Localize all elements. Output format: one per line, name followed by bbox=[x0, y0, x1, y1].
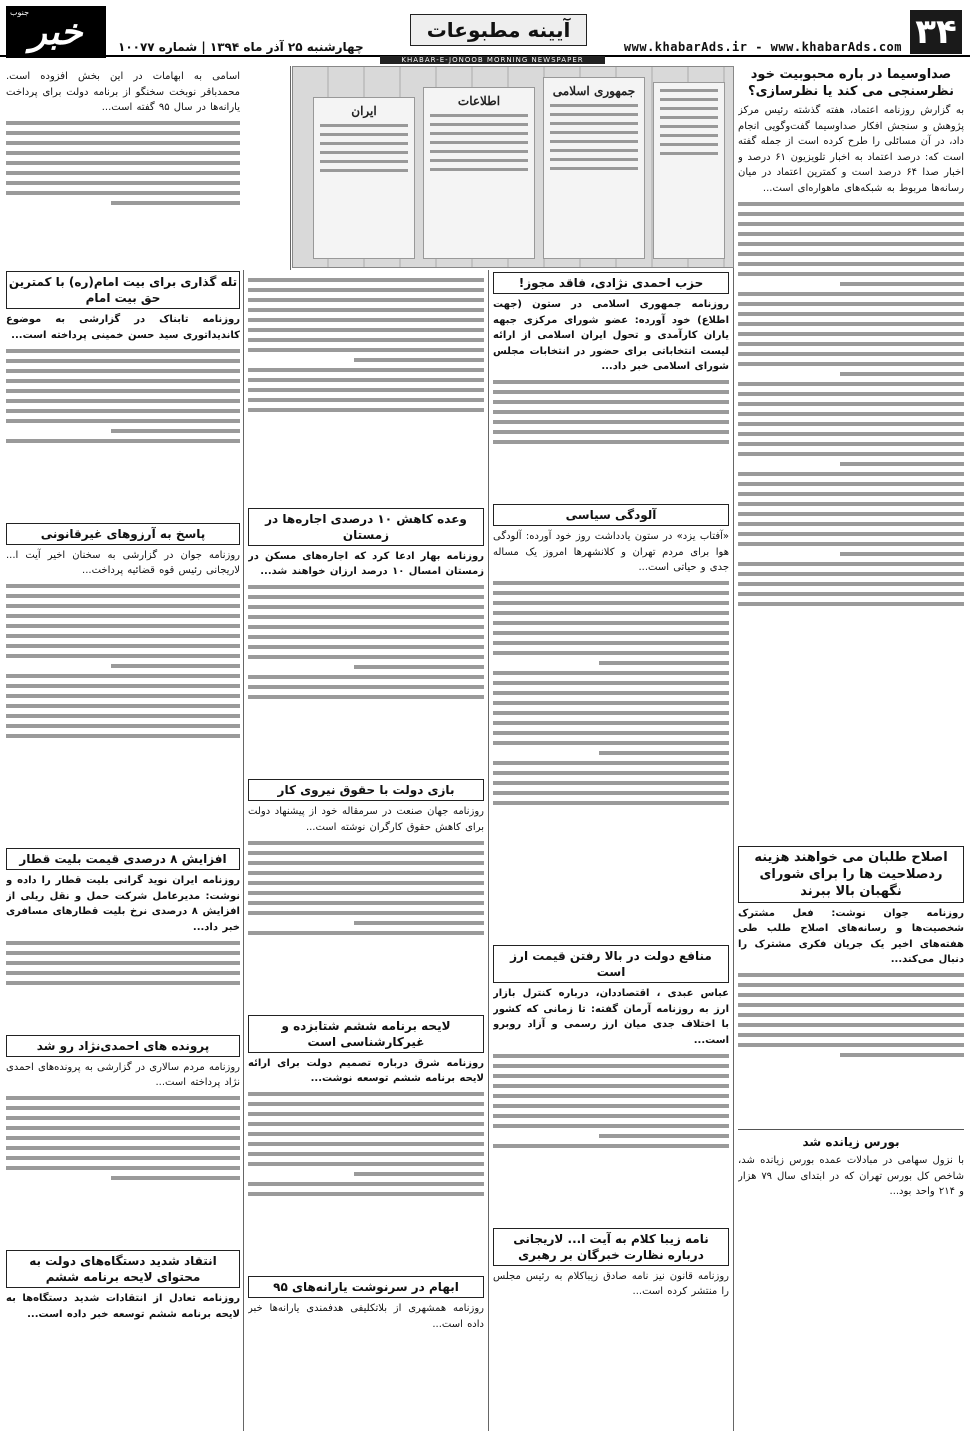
text-line bbox=[599, 751, 729, 755]
text-line bbox=[248, 328, 484, 332]
text-line bbox=[493, 1084, 729, 1088]
text-line bbox=[248, 841, 484, 845]
text-line bbox=[6, 634, 240, 638]
text-line bbox=[6, 399, 240, 403]
text-line bbox=[6, 644, 240, 648]
newspaper-image bbox=[543, 77, 645, 259]
text-line bbox=[6, 961, 240, 965]
article-title: وعده کاهش ۱۰ درصدی اجاره‌ها در زمستان bbox=[248, 508, 484, 546]
page-header bbox=[0, 0, 970, 62]
text-line bbox=[354, 665, 484, 669]
text-line bbox=[248, 695, 484, 699]
text-line bbox=[493, 611, 729, 615]
newspaper-masthead: ایران bbox=[351, 104, 377, 118]
text-line bbox=[354, 1172, 484, 1176]
text-line bbox=[493, 641, 729, 645]
text-line bbox=[248, 881, 484, 885]
article-title: ابهام در سرنوشت یارانه‌های ۹۵ bbox=[248, 1276, 484, 1298]
text-line bbox=[493, 791, 729, 795]
logo-sub: جنوب bbox=[10, 8, 30, 17]
text-line bbox=[248, 408, 484, 412]
article-body: روزنامه جمهوری اسلامی در ستون (جهت اطلاع) خود آورده: عضو شورای مرکزی جبهه یاران کارآمدی و تحول ایران اسلامی از ارائه لیست انتخاباتی برای حضور در انتخابات مجلس شورای اسلامی خبر داد... bbox=[493, 299, 729, 372]
text-line bbox=[738, 502, 964, 506]
text-line bbox=[840, 282, 964, 286]
column-3 bbox=[248, 272, 484, 1430]
text-line bbox=[248, 605, 484, 609]
text-line bbox=[111, 201, 240, 205]
text-line bbox=[738, 402, 964, 406]
text-line bbox=[738, 252, 964, 256]
text-line bbox=[493, 1074, 729, 1078]
text-line bbox=[248, 635, 484, 639]
article-body: روزنامه جهان صنعت در سرمقاله خود از پیشنهاد دولت برای کاهش حقوق کارگران نوشته است... bbox=[248, 806, 484, 833]
article-body-filler bbox=[738, 973, 964, 1123]
article-body: روزنامه شرق درباره تصمیم دولت برای ارائه لایحه برنامه ششم توسعه نوشت... bbox=[248, 1057, 484, 1084]
section-title: آیینه مطبوعات bbox=[410, 14, 587, 46]
newspapers-photo bbox=[292, 66, 734, 268]
text-line bbox=[493, 1104, 729, 1108]
text-line bbox=[6, 594, 240, 598]
text-line bbox=[111, 664, 240, 668]
text-line bbox=[738, 302, 964, 306]
text-line bbox=[6, 1146, 240, 1150]
article-title: بازی دولت با حقوق نیروی کار bbox=[248, 779, 484, 801]
newspaper-logo bbox=[6, 6, 106, 58]
text-line bbox=[6, 349, 240, 353]
text-line bbox=[738, 322, 964, 326]
column-divider bbox=[488, 270, 489, 1431]
text-line bbox=[493, 581, 729, 585]
text-line bbox=[248, 318, 484, 322]
text-line bbox=[738, 562, 964, 566]
text-line bbox=[6, 981, 240, 985]
text-line bbox=[248, 851, 484, 855]
text-line bbox=[248, 388, 484, 392]
text-line bbox=[738, 242, 964, 246]
text-line bbox=[248, 891, 484, 895]
text-line bbox=[738, 582, 964, 586]
text-line bbox=[738, 262, 964, 266]
text-line bbox=[6, 1136, 240, 1140]
text-line bbox=[738, 442, 964, 446]
text-line bbox=[738, 592, 964, 596]
column-1 bbox=[738, 66, 964, 1432]
text-line bbox=[6, 654, 240, 658]
article-body-filler bbox=[6, 349, 240, 519]
text-line bbox=[738, 292, 964, 296]
text-line bbox=[738, 342, 964, 346]
text-line bbox=[6, 1156, 240, 1160]
column-divider bbox=[290, 66, 291, 270]
text-line bbox=[493, 781, 729, 785]
text-line bbox=[738, 452, 964, 456]
text-line bbox=[6, 191, 240, 195]
text-line bbox=[738, 212, 964, 216]
text-line bbox=[738, 1013, 964, 1017]
text-line bbox=[248, 1182, 484, 1186]
article-body: روزنامه جوان در گزارشی به سخنان اخیر آیت ا... لاریجانی رئیس قوه قضائیه پرداخت... bbox=[6, 549, 240, 576]
article-title: اصلاح طلبان می خواهند هزینه ردصلاحیت ها را برای شورای نگهبان بالا ببرند bbox=[754, 849, 948, 899]
article-body-filler bbox=[738, 202, 964, 842]
text-line bbox=[493, 701, 729, 705]
text-line bbox=[738, 973, 964, 977]
text-line bbox=[6, 614, 240, 618]
article-body: روزنامه تابناک در گزارشی به موضوع کاندیداتوری سید حسن خمینی پرداخته است... bbox=[6, 314, 240, 341]
text-line bbox=[6, 951, 240, 955]
text-line bbox=[738, 1003, 964, 1007]
text-line bbox=[6, 181, 240, 185]
text-line bbox=[6, 604, 240, 608]
text-line bbox=[738, 532, 964, 536]
text-line bbox=[248, 308, 484, 312]
text-line bbox=[354, 921, 484, 925]
text-line bbox=[493, 420, 729, 424]
text-line bbox=[738, 482, 964, 486]
site-url[interactable]: www.khabarAds.ir - www.khabarAds.com bbox=[623, 40, 902, 54]
text-line bbox=[248, 1112, 484, 1116]
text-line bbox=[6, 359, 240, 363]
article-body-filler bbox=[6, 584, 240, 844]
text-line bbox=[493, 691, 729, 695]
article-body-filler bbox=[493, 581, 729, 941]
text-line bbox=[6, 941, 240, 945]
article-body-filler bbox=[248, 278, 484, 508]
column-divider bbox=[733, 66, 734, 1431]
text-line bbox=[6, 419, 240, 423]
text-line bbox=[738, 272, 964, 276]
text-line bbox=[248, 871, 484, 875]
article-title: انتقاد شدید دستگاه‌های دولت به محتوای لایحه برنامه ششم bbox=[6, 1250, 240, 1288]
text-line bbox=[6, 389, 240, 393]
text-line bbox=[248, 398, 484, 402]
text-line bbox=[738, 1033, 964, 1037]
text-line bbox=[493, 1094, 729, 1098]
article-body-filler bbox=[248, 585, 484, 775]
text-line bbox=[738, 542, 964, 546]
text-line bbox=[248, 288, 484, 292]
article-title-box bbox=[738, 846, 964, 903]
text-line bbox=[493, 430, 729, 434]
text-line bbox=[6, 1116, 240, 1120]
text-line bbox=[738, 492, 964, 496]
text-line bbox=[354, 358, 484, 362]
text-line bbox=[6, 369, 240, 373]
logo-text: خبر bbox=[29, 11, 83, 53]
text-line bbox=[6, 121, 240, 125]
text-line bbox=[248, 685, 484, 689]
text-line bbox=[738, 312, 964, 316]
text-line bbox=[493, 771, 729, 775]
text-line bbox=[111, 1176, 240, 1180]
text-line bbox=[840, 462, 964, 466]
text-line bbox=[6, 1096, 240, 1100]
article-title: آلودگی سیاسی bbox=[493, 504, 729, 526]
text-line bbox=[248, 655, 484, 659]
article-body: به گزارش روزنامه اعتماد، هفته گذشته رئیس مرکز پژوهش و سنجش افکار صداوسیما گفت‌وگویی انجام داد، در آن مسائلی را طرح کرده است از جمله گفته است که: درصد اعتماد به اخبار تلویزیون ۶۱ درصد و اخبار صدا ۶۴ درصد است و کمترین اعتماد در میان رسانه‌ها مربوط به شبکه‌های ماهواره‌ای است... bbox=[738, 105, 964, 194]
text-line bbox=[493, 1114, 729, 1118]
newspaper-image bbox=[653, 82, 725, 259]
article-title: پاسخ به آرزوهای غیرقانونی bbox=[6, 523, 240, 545]
text-line bbox=[6, 1106, 240, 1110]
text-line bbox=[248, 1142, 484, 1146]
text-line bbox=[493, 601, 729, 605]
article-title: بورس زیانده شد bbox=[738, 1129, 964, 1150]
text-line bbox=[738, 472, 964, 476]
text-line bbox=[248, 901, 484, 905]
text-line bbox=[840, 1053, 964, 1057]
text-line bbox=[493, 741, 729, 745]
text-line bbox=[248, 615, 484, 619]
text-line bbox=[493, 591, 729, 595]
text-line bbox=[738, 432, 964, 436]
article-body: با نزول سهامی در مبادلات عمده بورس زیانده شد، شاخص کل بورس تهران که در ابتدای سال ۷۹ هزار و ۲۱۴ واحد بود... bbox=[738, 1155, 964, 1197]
text-line bbox=[493, 400, 729, 404]
text-line bbox=[248, 645, 484, 649]
article-title: صداوسیما در باره محبوبیت خود نظرسنجی می کند یا نظرسازی؟ bbox=[748, 67, 954, 99]
text-line bbox=[248, 861, 484, 865]
header-strip: KHABAR-E-JONOOB MORNING NEWSPAPER bbox=[380, 56, 605, 64]
text-line bbox=[493, 731, 729, 735]
text-line bbox=[6, 714, 240, 718]
text-line bbox=[738, 392, 964, 396]
text-line bbox=[493, 651, 729, 655]
article-body: روزنامه بهار ادعا کرد که اجاره‌های مسکن در زمستان امسال ۱۰ درصد ارزان خواهند شد... bbox=[248, 550, 484, 577]
newspaper-masthead: اطلاعات bbox=[457, 94, 501, 108]
text-line bbox=[248, 625, 484, 629]
text-line bbox=[493, 1124, 729, 1128]
column-4 bbox=[6, 66, 240, 1432]
article-title: تله گذاری برای بیت امام(ره) با کمترین حق بیت امام bbox=[6, 271, 240, 309]
article-body: روزنامه مردم سالاری در گزارشی به پرونده‌های احمدی نژاد پرداخته است... bbox=[6, 1061, 240, 1088]
text-line bbox=[493, 621, 729, 625]
text-line bbox=[6, 151, 240, 155]
text-line bbox=[6, 971, 240, 975]
article-body: اسامی به ابهامات در این بخش افزوده است. محمدباقر نوبخت سخنگو از برنامه دولت برای پرداخت یارانه‌ها در سال ۹۵ گفته است... bbox=[6, 71, 240, 113]
text-line bbox=[738, 512, 964, 516]
text-line bbox=[738, 993, 964, 997]
text-line bbox=[248, 278, 484, 282]
text-line bbox=[738, 422, 964, 426]
text-line bbox=[738, 572, 964, 576]
text-line bbox=[6, 684, 240, 688]
newspaper-image bbox=[313, 97, 415, 259]
text-line bbox=[493, 380, 729, 384]
article-body-filler bbox=[6, 1096, 240, 1246]
article-body: عباس عبدی ، اقتصاددان، درباره کنترل بازار ارز به روزنامه آرمان گفته: تا زمانی که کشور با اختلاف جدی میان ارز رسمی و آزاد روبرو است... bbox=[493, 988, 729, 1046]
text-line bbox=[6, 1126, 240, 1130]
article-title: حزب احمدی نژادی، فاقد مجوز! bbox=[493, 272, 729, 294]
text-line bbox=[248, 675, 484, 679]
article-body-filler bbox=[493, 380, 729, 500]
text-line bbox=[840, 372, 964, 376]
text-line bbox=[738, 202, 964, 206]
text-line bbox=[738, 1043, 964, 1047]
text-line bbox=[738, 222, 964, 226]
text-line bbox=[248, 1132, 484, 1136]
text-line bbox=[6, 734, 240, 738]
date-issue: چهارشنبه ۲۵ آذر ماه ۱۳۹۴ | شماره ۱۰۰۷۷ bbox=[118, 40, 364, 54]
text-line bbox=[248, 338, 484, 342]
article-body: روزنامه تعادل از انتقادات شدید دستگاه‌ها به لایحه برنامه ششم توسعه خبر داده است... bbox=[6, 1293, 240, 1320]
newspaper-masthead: جمهوری اسلامی bbox=[552, 84, 636, 98]
article-body: روزنامه جوان نوشت: فعل مشترک شخصیت‌ها و رسانه‌های اصلاح طلب طی هفته‌های اخیر یک جریان فکری مشترک را دنبال می‌کند... bbox=[738, 907, 964, 965]
text-line bbox=[6, 379, 240, 383]
text-line bbox=[493, 1144, 729, 1148]
text-line bbox=[738, 232, 964, 236]
column-2 bbox=[493, 272, 729, 1430]
text-line bbox=[6, 161, 240, 165]
text-line bbox=[738, 332, 964, 336]
article-body-filler bbox=[6, 941, 240, 1031]
text-line bbox=[248, 931, 484, 935]
article-body: روزنامه ایران نوید گرانی بلیت قطار را داده و نوشت: مدیرعامل شرکت حمل و نقل ریلی از افزایش ۸ درصدی نرخ بلیت قطارهای مسافری خبر داد... bbox=[6, 875, 240, 933]
text-line bbox=[493, 390, 729, 394]
article-title: پرونده های احمدی‌نژاد رو شد bbox=[6, 1035, 240, 1057]
text-line bbox=[493, 440, 729, 444]
text-line bbox=[738, 412, 964, 416]
text-line bbox=[493, 711, 729, 715]
article-body: «آفتاب یزد» در ستون یادداشت روز خود آورده: آلودگی هوا برای مردم تهران و کلانشهرها امروز یک مساله جدی و حیاتی است... bbox=[493, 531, 729, 573]
article-title: نامه زیبا کلام به آیت ا... لاریجانی درباره نظارت خبرگان بر رهبری bbox=[493, 1228, 729, 1266]
text-line bbox=[248, 1122, 484, 1126]
article-title: لایحه برنامه ششم شتابزده و غیرکارشناسی است bbox=[248, 1015, 484, 1053]
text-line bbox=[493, 1064, 729, 1068]
text-line bbox=[248, 1092, 484, 1096]
text-line bbox=[599, 661, 729, 665]
text-line bbox=[6, 409, 240, 413]
text-line bbox=[493, 761, 729, 765]
text-line bbox=[738, 602, 964, 606]
text-line bbox=[248, 1102, 484, 1106]
text-line bbox=[6, 724, 240, 728]
text-line bbox=[248, 585, 484, 589]
article-body-filler bbox=[6, 121, 240, 271]
page-number: ۳۴ bbox=[910, 10, 962, 54]
newspaper-image bbox=[423, 87, 535, 259]
text-line bbox=[248, 368, 484, 372]
text-line bbox=[493, 671, 729, 675]
text-line bbox=[599, 1134, 729, 1138]
text-line bbox=[6, 131, 240, 135]
text-line bbox=[6, 1166, 240, 1170]
text-line bbox=[493, 681, 729, 685]
article-body-filler bbox=[248, 841, 484, 1011]
text-line bbox=[248, 1152, 484, 1156]
text-line bbox=[6, 624, 240, 628]
text-line bbox=[248, 1162, 484, 1166]
text-line bbox=[6, 171, 240, 175]
text-line bbox=[493, 801, 729, 805]
text-line bbox=[738, 983, 964, 987]
text-line bbox=[6, 141, 240, 145]
article-body-filler bbox=[493, 1054, 729, 1224]
text-line bbox=[6, 439, 240, 443]
article-body: روزنامه همشهری از بلاتکلیفی هدفمندی یارانه‌ها خبر داده است... bbox=[248, 1303, 484, 1330]
text-line bbox=[738, 1023, 964, 1027]
text-line bbox=[248, 348, 484, 352]
text-line bbox=[738, 352, 964, 356]
text-line bbox=[248, 298, 484, 302]
text-line bbox=[738, 382, 964, 386]
article-title: افزایش ۸ درصدی قیمت بلیت قطار bbox=[6, 848, 240, 870]
column-divider bbox=[243, 270, 244, 1431]
text-line bbox=[493, 721, 729, 725]
text-line bbox=[248, 911, 484, 915]
text-line bbox=[6, 694, 240, 698]
article-body-filler bbox=[248, 1092, 484, 1272]
text-line bbox=[6, 704, 240, 708]
text-line bbox=[840, 552, 964, 556]
text-line bbox=[738, 522, 964, 526]
article-body: روزنامه قانون نیز نامه صادق زیباکلام به رئیس مجلس را منتشر کرده است... bbox=[493, 1270, 729, 1297]
text-line bbox=[493, 410, 729, 414]
text-line bbox=[6, 674, 240, 678]
text-line bbox=[248, 595, 484, 599]
text-line bbox=[111, 429, 240, 433]
article-title: منافع دولت در بالا رفتن قیمت ارز است bbox=[493, 945, 729, 983]
text-line bbox=[493, 631, 729, 635]
text-line bbox=[738, 362, 964, 366]
text-line bbox=[248, 378, 484, 382]
text-line bbox=[493, 1054, 729, 1058]
text-line bbox=[248, 1192, 484, 1196]
text-line bbox=[6, 584, 240, 588]
